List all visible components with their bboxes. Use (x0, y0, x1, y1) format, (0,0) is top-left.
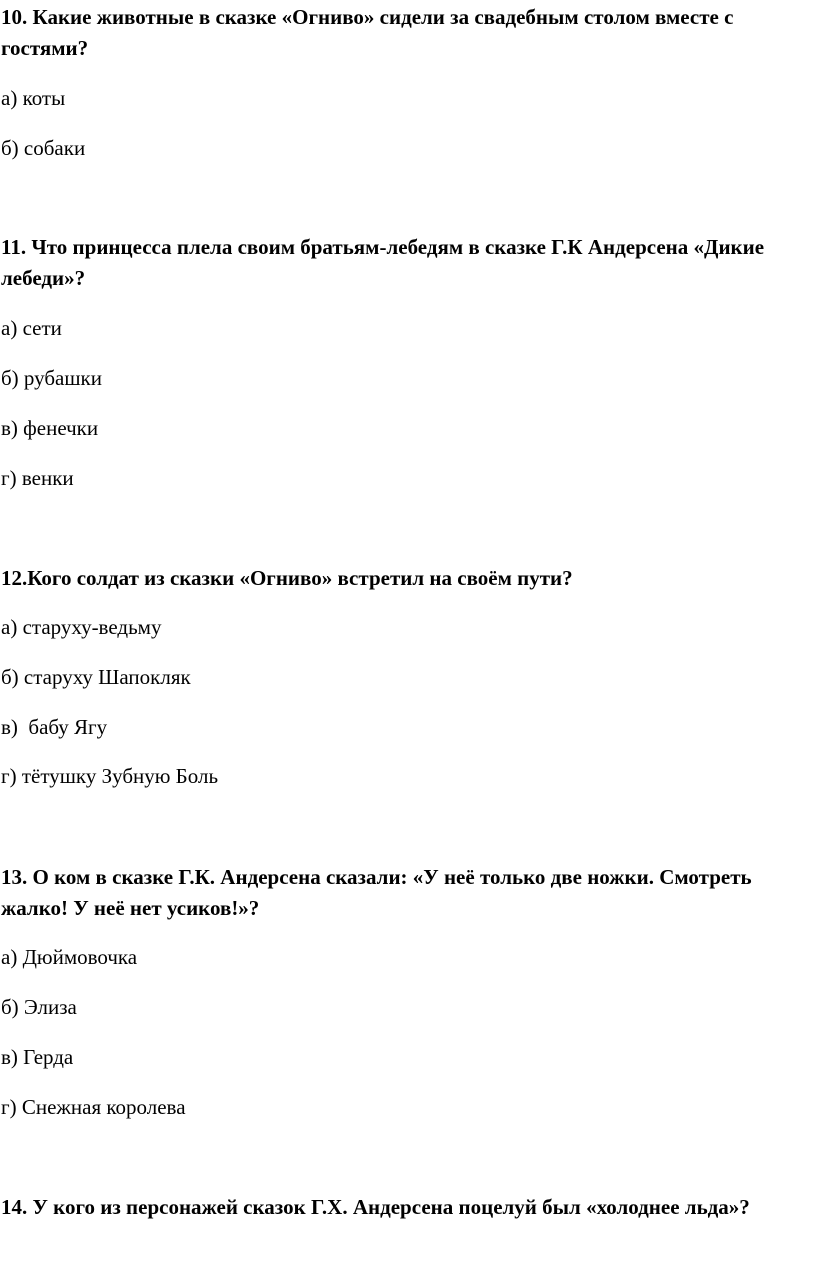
answer-option: б) Элиза (1, 995, 77, 1019)
question-14: 14. У кого из персонажей сказок Г.Х. Андерсена поцелуй был «холоднее льда»? (1, 1195, 750, 1219)
answer-option: г) венки (1, 466, 74, 490)
answer-option: а) старуху-ведьму (1, 615, 162, 639)
question-13: 13. О ком в сказке Г.К. Андерсена сказали: «У неё только две ножки. Смотреть жалко! У неё нет усиков!»? (1, 865, 752, 920)
answer-option: а) Дюймовочка (1, 945, 138, 969)
answer-option: в) фенечки (1, 416, 99, 440)
answer-option: в) бабу Ягу (1, 715, 108, 739)
answer-option: б) рубашки (1, 366, 102, 390)
question-12: 12.Кого солдат из сказки «Огниво» встретил на своём пути? (1, 566, 573, 590)
question-11: 11. Что принцесса плела своим братьям-лебедям в сказке Г.К Андерсена «Дикие лебеди»? (1, 235, 765, 290)
question-10: 10. Какие животные в сказке «Огниво» сидели за свадебным столом вместе с гостями? (1, 5, 734, 60)
answer-option: а) коты (1, 86, 66, 110)
answer-option: г) тётушку Зубную Боль (1, 764, 219, 788)
answer-option: в) Герда (1, 1045, 74, 1069)
answer-option: а) сети (1, 316, 62, 340)
answer-option: г) Снежная королева (1, 1095, 186, 1119)
answer-option: б) собаки (1, 136, 86, 160)
answer-option: б) старуху Шапокляк (1, 665, 191, 689)
